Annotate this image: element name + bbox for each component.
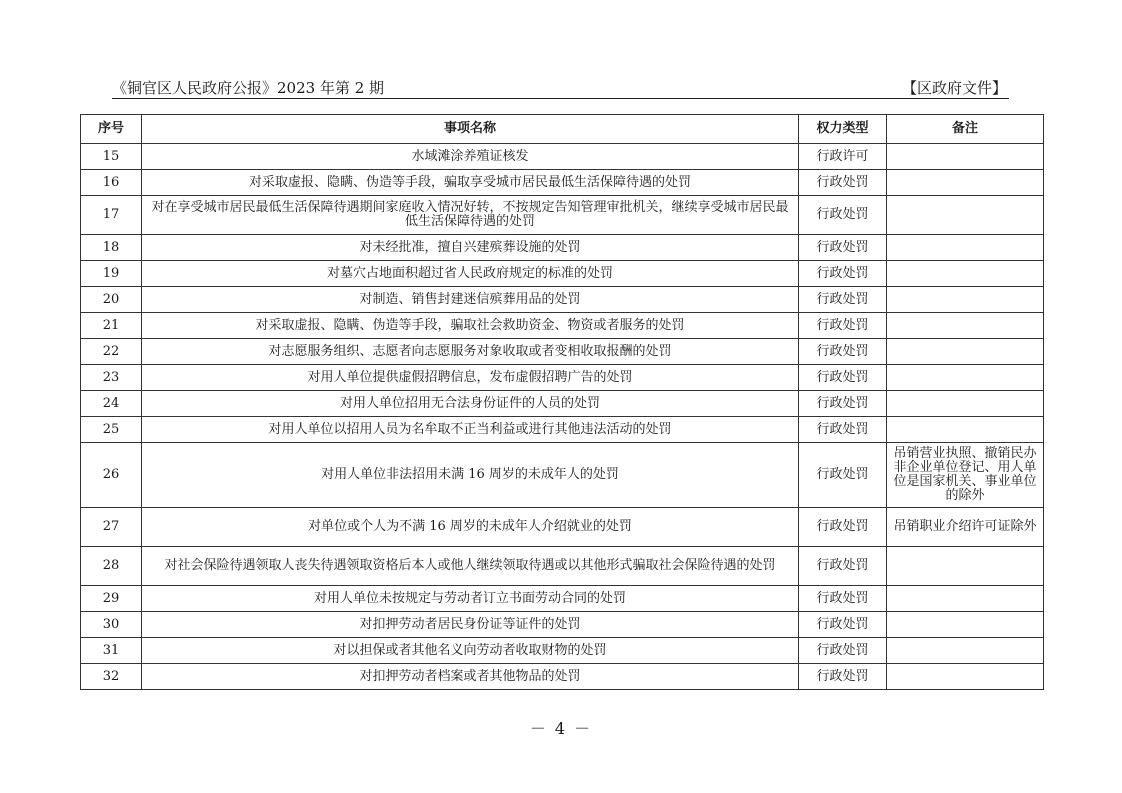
table-row	[81, 235, 1044, 261]
bulletin-title: 《铜官区人民政府公报》2023 年第 2 期	[112, 79, 385, 97]
row-note	[887, 664, 1044, 690]
row-type: 行政处罚	[799, 547, 887, 586]
row-type: 行政处罚	[799, 235, 887, 261]
items-table	[80, 114, 1044, 690]
row-no: 21	[81, 313, 142, 339]
row-name: 对用人单位非法招用未满 16 周岁的未成年人的处罚	[142, 443, 799, 508]
page-header	[112, 76, 1009, 99]
table-row	[81, 612, 1044, 638]
row-type: 行政处罚	[799, 664, 887, 690]
row-type: 行政处罚	[799, 586, 887, 612]
row-no: 23	[81, 365, 142, 391]
row-no: 30	[81, 612, 142, 638]
row-note: 吊销职业介绍许可证除外	[887, 508, 1044, 547]
row-note	[887, 638, 1044, 664]
column-header-no: 序号	[81, 115, 142, 144]
table-row	[81, 391, 1044, 417]
table-row	[81, 170, 1044, 196]
row-type: 行政处罚	[799, 365, 887, 391]
row-note	[887, 261, 1044, 287]
row-name: 对用人单位以招用人员为名牟取不正当利益或进行其他违法活动的处罚	[142, 417, 799, 443]
row-name: 对制造、销售封建迷信殡葬用品的处罚	[142, 287, 799, 313]
row-name: 对用人单位提供虚假招聘信息，发布虚假招聘广告的处罚	[142, 365, 799, 391]
row-type: 行政许可	[799, 144, 887, 170]
column-header-type: 权力类型	[799, 115, 887, 144]
table-row	[81, 417, 1044, 443]
column-header-name: 事项名称	[142, 115, 799, 144]
row-note	[887, 391, 1044, 417]
row-no: 25	[81, 417, 142, 443]
row-name: 水域滩涂养殖证核发	[142, 144, 799, 170]
table-row	[81, 638, 1044, 664]
table-row	[81, 664, 1044, 690]
row-name: 对未经批准，擅自兴建殡葬设施的处罚	[142, 235, 799, 261]
row-no: 28	[81, 547, 142, 586]
row-name: 对用人单位未按规定与劳动者订立书面劳动合同的处罚	[142, 586, 799, 612]
row-no: 26	[81, 443, 142, 508]
row-no: 15	[81, 144, 142, 170]
row-name: 对采取虚报、隐瞒、伪造等手段，骗取享受城市居民最低生活保障待遇的处罚	[142, 170, 799, 196]
table-row	[81, 443, 1044, 508]
row-type: 行政处罚	[799, 391, 887, 417]
table-row	[81, 586, 1044, 612]
row-note	[887, 547, 1044, 586]
row-note	[887, 235, 1044, 261]
row-note	[887, 417, 1044, 443]
page-number: － 4 －	[529, 719, 593, 738]
row-no: 24	[81, 391, 142, 417]
row-note	[887, 586, 1044, 612]
row-name: 对墓穴占地面积超过省人民政府规定的标准的处罚	[142, 261, 799, 287]
row-no: 20	[81, 287, 142, 313]
row-name: 对志愿服务组织、志愿者向志愿服务对象收取或者变相收取报酬的处罚	[142, 339, 799, 365]
row-no: 18	[81, 235, 142, 261]
row-no: 29	[81, 586, 142, 612]
table-row	[81, 365, 1044, 391]
table-row	[81, 547, 1044, 586]
row-type: 行政处罚	[799, 313, 887, 339]
row-type: 行政处罚	[799, 287, 887, 313]
table-row	[81, 196, 1044, 235]
row-type: 行政处罚	[799, 638, 887, 664]
row-name: 对扣押劳动者居民身份证等证件的处罚	[142, 612, 799, 638]
row-note	[887, 170, 1044, 196]
row-type: 行政处罚	[799, 339, 887, 365]
row-type: 行政处罚	[799, 196, 887, 235]
row-type: 行政处罚	[799, 443, 887, 508]
row-name: 对以担保或者其他名义向劳动者收取财物的处罚	[142, 638, 799, 664]
row-no: 31	[81, 638, 142, 664]
row-name: 对采取虚报、隐瞒、伪造等手段，骗取社会救助资金、物资或者服务的处罚	[142, 313, 799, 339]
row-note	[887, 313, 1044, 339]
table-header-row	[81, 115, 1044, 144]
row-name: 对社会保险待遇领取人丧失待遇领取资格后本人或他人继续领取待遇或以其他形式骗取社会保险待遇的处罚	[142, 547, 799, 586]
table-row	[81, 261, 1044, 287]
section-label: 【区政府文件】	[901, 79, 1007, 97]
row-name: 对单位或个人为不满 16 周岁的未成年人介绍就业的处罚	[142, 508, 799, 547]
table-row	[81, 313, 1044, 339]
table-row	[81, 144, 1044, 170]
table-row	[81, 287, 1044, 313]
row-type: 行政处罚	[799, 417, 887, 443]
row-note	[887, 144, 1044, 170]
row-type: 行政处罚	[799, 170, 887, 196]
row-type: 行政处罚	[799, 261, 887, 287]
row-note	[887, 339, 1044, 365]
row-type: 行政处罚	[799, 508, 887, 547]
row-type: 行政处罚	[799, 612, 887, 638]
row-no: 22	[81, 339, 142, 365]
table-row	[81, 508, 1044, 547]
row-no: 16	[81, 170, 142, 196]
row-note	[887, 612, 1044, 638]
row-note	[887, 365, 1044, 391]
row-note	[887, 287, 1044, 313]
row-note: 吊销营业执照、撤销民办非企业单位登记、用人单位是国家机关、事业单位的除外	[887, 443, 1044, 508]
column-header-note: 备注	[887, 115, 1044, 144]
row-name: 对扣押劳动者档案或者其他物品的处罚	[142, 664, 799, 690]
row-no: 19	[81, 261, 142, 287]
row-no: 27	[81, 508, 142, 547]
row-name: 对在享受城市居民最低生活保障待遇期间家庭收入情况好转，不按规定告知管理审批机关，继续享受城市居民最低生活保障待遇的处罚	[142, 196, 799, 235]
table-row	[81, 339, 1044, 365]
row-name: 对用人单位招用无合法身份证件的人员的处罚	[142, 391, 799, 417]
row-no: 17	[81, 196, 142, 235]
row-no: 32	[81, 664, 142, 690]
row-note	[887, 196, 1044, 235]
